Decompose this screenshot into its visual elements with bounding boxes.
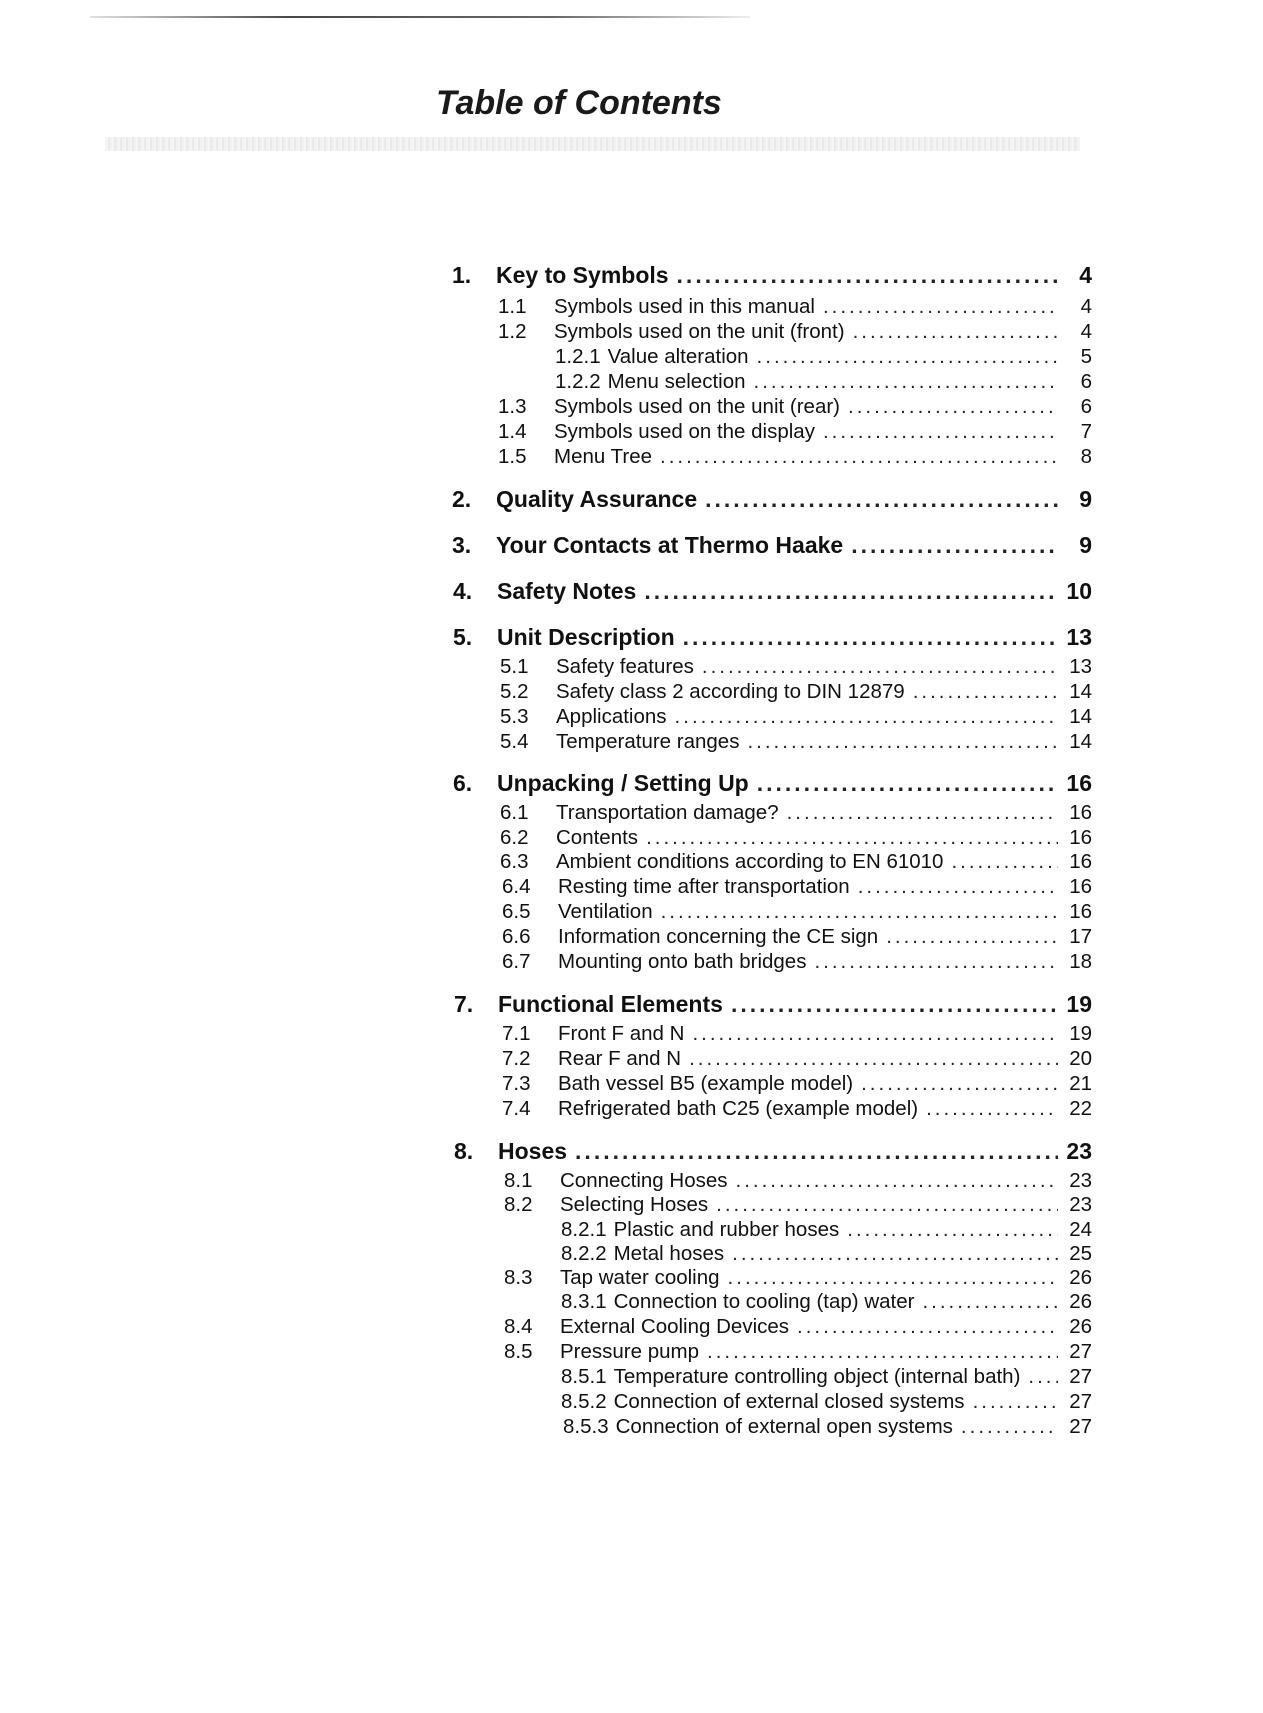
toc-entry-number: 8.5 <box>504 1340 533 1363</box>
toc-entry-number: 1.5 <box>498 445 527 468</box>
toc-entry-8-5-1[interactable] <box>561 1365 1092 1389</box>
dot-leader <box>661 900 1058 924</box>
toc-entry-number: 3. <box>452 532 472 558</box>
dot-leader <box>861 1072 1058 1096</box>
toc-entry-page: 10 <box>1066 578 1092 604</box>
toc-entry-label: Connection of external closed systems <box>613 1390 965 1413</box>
toc-entry-page: 19 <box>1066 991 1092 1017</box>
toc-entry-page: 23 <box>1069 1193 1092 1216</box>
toc-entry-1[interactable] <box>452 262 1092 289</box>
toc-entry-label: Menu Tree <box>554 445 652 468</box>
toc-entry-label: Safety class 2 according to DIN 12879 <box>556 680 905 703</box>
toc-entry-page: 27 <box>1069 1390 1092 1413</box>
dot-leader <box>757 770 1058 797</box>
toc-entry-1-2-1[interactable] <box>555 345 1092 369</box>
toc-entry-page: 27 <box>1069 1365 1092 1388</box>
toc-entry-7[interactable] <box>454 991 1092 1018</box>
toc-entry-label: Ambient conditions according to EN 61010 <box>556 850 944 873</box>
title-underline-band <box>105 137 1080 151</box>
toc-entry-label: Contents <box>556 826 639 849</box>
toc-entry-8-2[interactable] <box>504 1193 1092 1217</box>
toc-entry-label: Ventilation <box>558 900 653 923</box>
toc-entry-number: 8.5.3 <box>563 1415 609 1438</box>
toc-entry-page: 13 <box>1069 655 1092 678</box>
toc-entry-number: 8.5.2 <box>561 1390 607 1413</box>
toc-entry-page: 14 <box>1069 705 1092 728</box>
toc-entry-2[interactable] <box>452 486 1092 513</box>
toc-entry-5-2[interactable] <box>500 680 1092 704</box>
toc-entry-page: 26 <box>1069 1266 1092 1289</box>
dot-leader <box>913 680 1058 704</box>
top-rule <box>90 16 750 18</box>
toc-entry-number: 8.2.2 <box>561 1242 607 1265</box>
toc-entry-page: 6 <box>1080 395 1092 418</box>
dot-leader <box>747 730 1058 754</box>
toc-entry-1-5[interactable] <box>498 445 1092 469</box>
dot-leader <box>961 1415 1058 1439</box>
toc-entry-number: 5.4 <box>500 730 529 753</box>
toc-entry-label: Plastic and rubber hoses <box>613 1218 840 1241</box>
toc-entry-label: Symbols used on the display <box>554 420 815 443</box>
toc-entry-page: 6 <box>1080 370 1092 393</box>
toc-entry-label: Key to Symbols <box>496 262 669 288</box>
toc-entry-8-5-3[interactable] <box>563 1415 1092 1439</box>
dot-leader <box>1028 1365 1058 1389</box>
toc-entry-number: 7.1 <box>502 1022 531 1045</box>
toc-entry-label: Value alteration <box>607 345 749 368</box>
dot-leader <box>847 1218 1058 1242</box>
dot-leader <box>754 370 1059 394</box>
toc-entry-page: 22 <box>1069 1097 1092 1120</box>
toc-entry-1-4[interactable] <box>498 420 1092 444</box>
toc-entry-page: 26 <box>1069 1290 1092 1313</box>
toc-entry-number: 6.4 <box>502 875 531 898</box>
toc-entry-page: 14 <box>1069 680 1092 703</box>
toc-entry-number: 1.2.2 <box>555 370 601 393</box>
dot-leader <box>728 1266 1058 1290</box>
toc-entry-5[interactable] <box>453 624 1092 651</box>
toc-entry-page: 7 <box>1080 420 1092 443</box>
dot-leader <box>973 1390 1058 1414</box>
dot-leader <box>851 532 1058 559</box>
toc-entry-label: Temperature ranges <box>556 730 740 753</box>
toc-entry-number: 1. <box>452 262 472 288</box>
dot-leader <box>677 262 1058 289</box>
toc-entry-number: 8.5.1 <box>561 1365 607 1388</box>
toc-entry-page: 16 <box>1069 826 1092 849</box>
toc-entry-label: Symbols used on the unit (front) <box>554 320 845 343</box>
toc-entry-number: 6.7 <box>502 950 531 973</box>
dot-leader <box>951 850 1058 874</box>
toc-entry-page: 24 <box>1069 1218 1092 1241</box>
dot-leader <box>692 1022 1058 1046</box>
dot-leader <box>689 1047 1058 1071</box>
toc-entry-label: Hoses <box>498 1138 568 1164</box>
toc-entry-number: 8.2 <box>504 1193 533 1216</box>
toc-entry-8[interactable] <box>454 1138 1092 1165</box>
toc-entry-6-6[interactable] <box>502 925 1092 949</box>
dot-leader <box>787 801 1058 825</box>
dot-leader <box>886 925 1058 949</box>
toc-entry-number: 6.2 <box>500 826 529 849</box>
page-title: Table of Contents <box>436 84 722 122</box>
toc-entry-page: 14 <box>1069 730 1092 753</box>
dot-leader <box>644 578 1058 605</box>
toc-entry-page: 27 <box>1069 1415 1092 1438</box>
toc-entry-8-1[interactable] <box>504 1169 1092 1193</box>
toc-entry-label: Quality Assurance <box>496 486 698 512</box>
dot-leader <box>814 950 1058 974</box>
toc-entry-5-4[interactable] <box>500 730 1092 754</box>
toc-entry-page: 16 <box>1069 850 1092 873</box>
dot-leader <box>702 655 1058 679</box>
toc-entry-page: 13 <box>1066 624 1092 650</box>
dot-leader <box>848 395 1058 419</box>
toc-entry-label: Pressure pump <box>560 1340 700 1363</box>
toc-entry-4[interactable] <box>453 578 1092 605</box>
toc-entry-number: 4. <box>453 578 473 604</box>
toc-entry-6-3[interactable] <box>500 850 1092 874</box>
toc-entry-8-5[interactable] <box>504 1340 1092 1364</box>
toc-entry-3[interactable] <box>452 532 1092 559</box>
toc-entry-label: Unpacking / Setting Up <box>497 770 749 796</box>
toc-entry-label: Connection to cooling (tap) water <box>613 1290 915 1313</box>
toc-entry-page: 25 <box>1069 1242 1092 1265</box>
toc-entry-number: 6.1 <box>500 801 529 824</box>
dot-leader <box>731 991 1058 1018</box>
toc-entry-label: Safety Notes <box>497 578 637 604</box>
toc-entry-label: Rear F and N <box>558 1047 682 1070</box>
toc-entry-number: 5.1 <box>500 655 529 678</box>
toc-entry-6-1[interactable] <box>500 801 1092 825</box>
toc-entry-label: Menu selection <box>607 370 746 393</box>
dot-leader <box>853 320 1058 344</box>
dot-leader <box>716 1193 1058 1217</box>
dot-leader <box>823 420 1058 444</box>
toc-entry-page: 23 <box>1066 1138 1092 1164</box>
toc-entry-number: 7. <box>454 991 474 1017</box>
toc-entry-8-3[interactable] <box>504 1266 1092 1290</box>
toc-entry-page: 9 <box>1079 532 1092 558</box>
toc-entry-1-1[interactable] <box>498 295 1092 319</box>
toc-entry-6-5[interactable] <box>502 900 1092 924</box>
toc-entry-7-2[interactable] <box>502 1047 1092 1071</box>
toc-entry-number: 6.6 <box>502 925 531 948</box>
toc-entry-number: 8.3 <box>504 1266 533 1289</box>
toc-entry-page: 16 <box>1066 770 1092 796</box>
toc-entry-6-4[interactable] <box>502 875 1092 899</box>
dot-leader <box>575 1138 1058 1165</box>
toc-entry-number: 7.2 <box>502 1047 531 1070</box>
toc-entry-6-7[interactable] <box>502 950 1092 974</box>
toc-entry-label: Connecting Hoses <box>560 1169 728 1192</box>
toc-entry-6[interactable] <box>453 770 1092 797</box>
toc-entry-page: 20 <box>1069 1047 1092 1070</box>
dot-leader <box>736 1169 1058 1193</box>
toc-entry-8-2-2[interactable] <box>561 1242 1092 1266</box>
toc-entry-5-1[interactable] <box>500 655 1092 679</box>
toc-entry-number: 8.4 <box>504 1315 533 1338</box>
toc-entry-page: 16 <box>1069 875 1092 898</box>
toc-entry-1-3[interactable] <box>498 395 1092 419</box>
toc-entry-number: 7.4 <box>502 1097 531 1120</box>
toc-entry-page: 9 <box>1079 486 1092 512</box>
dot-leader <box>823 295 1058 319</box>
toc-entry-number: 1.3 <box>498 395 527 418</box>
toc-entry-7-4[interactable] <box>502 1097 1092 1121</box>
toc-entry-number: 2. <box>452 486 472 512</box>
dot-leader <box>757 345 1058 369</box>
toc-entry-page: 4 <box>1079 262 1092 288</box>
dot-leader <box>922 1290 1058 1314</box>
toc-entry-5-3[interactable] <box>500 705 1092 729</box>
toc-entry-label: Applications <box>556 705 667 728</box>
toc-entry-number: 5. <box>453 624 473 650</box>
toc-entry-page: 16 <box>1069 801 1092 824</box>
toc-entry-label: Front F and N <box>558 1022 685 1045</box>
toc-entry-page: 23 <box>1069 1169 1092 1192</box>
toc-entry-page: 4 <box>1080 320 1092 343</box>
dot-leader <box>675 705 1058 729</box>
dot-leader <box>797 1315 1058 1339</box>
toc-entry-8-5-2[interactable] <box>561 1390 1092 1414</box>
dot-leader <box>732 1242 1058 1266</box>
toc-entry-page: 4 <box>1080 295 1092 318</box>
toc-entry-number: 8. <box>454 1138 474 1164</box>
toc-entry-number: 8.2.1 <box>561 1218 607 1241</box>
toc-entry-label: Resting time after transportation <box>558 875 850 898</box>
dot-leader <box>705 486 1058 513</box>
toc-entry-label: Your Contacts at Thermo Haake <box>496 532 844 558</box>
toc-entry-7-3[interactable] <box>502 1072 1092 1096</box>
toc-entry-number: 1.4 <box>498 420 527 443</box>
toc-entry-number: 8.3.1 <box>561 1290 607 1313</box>
toc-entry-page: 26 <box>1069 1315 1092 1338</box>
toc-entry-label: Symbols used on the unit (rear) <box>554 395 840 418</box>
toc-entry-label: Temperature controlling object (internal bath) <box>613 1365 1021 1388</box>
dot-leader <box>683 624 1058 651</box>
toc-entry-number: 5.3 <box>500 705 529 728</box>
toc-entry-page: 21 <box>1069 1072 1092 1095</box>
toc-entry-label: Selecting Hoses <box>560 1193 709 1216</box>
toc-entry-number: 1.1 <box>498 295 527 318</box>
dot-leader <box>660 445 1058 469</box>
toc-entry-number: 6.3 <box>500 850 529 873</box>
toc-entry-label: Transportation damage? <box>556 801 779 824</box>
toc-entry-label: Connection of external open systems <box>615 1415 953 1438</box>
toc-entry-1-2[interactable] <box>498 320 1092 344</box>
toc-entry-label: Refrigerated bath C25 (example model) <box>558 1097 919 1120</box>
toc-entry-number: 6. <box>453 770 473 796</box>
toc-entry-label: Functional Elements <box>498 991 723 1017</box>
toc-entry-number: 5.2 <box>500 680 529 703</box>
dot-leader <box>646 826 1058 850</box>
toc-entry-page: 5 <box>1080 345 1092 368</box>
toc-entry-label: Information concerning the CE sign <box>558 925 879 948</box>
toc-entry-8-2-1[interactable] <box>561 1218 1092 1242</box>
toc-entry-8-4[interactable] <box>504 1315 1092 1339</box>
toc-entry-label: Safety features <box>556 655 694 678</box>
toc-entry-label: Unit Description <box>497 624 675 650</box>
toc-entry-page: 16 <box>1069 900 1092 923</box>
toc-entry-label: Tap water cooling <box>560 1266 720 1289</box>
toc-entry-page: 18 <box>1069 950 1092 973</box>
toc-entry-8-3-1[interactable] <box>561 1290 1092 1314</box>
dot-leader <box>707 1340 1058 1364</box>
toc-entry-label: Bath vessel B5 (example model) <box>558 1072 854 1095</box>
toc-entry-1-2-2[interactable] <box>555 370 1092 394</box>
toc-entry-page: 17 <box>1069 925 1092 948</box>
toc-entry-number: 8.1 <box>504 1169 533 1192</box>
dot-leader <box>926 1097 1058 1121</box>
toc-entry-page: 19 <box>1069 1022 1092 1045</box>
toc-entry-label: Symbols used in this manual <box>554 295 815 318</box>
toc-entry-page: 8 <box>1080 445 1092 468</box>
toc-entry-number: 1.2.1 <box>555 345 601 368</box>
toc-entry-number: 6.5 <box>502 900 531 923</box>
toc-entry-number: 7.3 <box>502 1072 531 1095</box>
toc-entry-number: 1.2 <box>498 320 527 343</box>
toc-entry-page: 27 <box>1069 1340 1092 1363</box>
dot-leader <box>858 875 1058 899</box>
toc-entry-label: Metal hoses <box>613 1242 725 1265</box>
toc-entry-6-2[interactable] <box>500 826 1092 850</box>
toc-entry-7-1[interactable] <box>502 1022 1092 1046</box>
toc-entry-label: External Cooling Devices <box>560 1315 790 1338</box>
toc-entry-label: Mounting onto bath bridges <box>558 950 807 973</box>
